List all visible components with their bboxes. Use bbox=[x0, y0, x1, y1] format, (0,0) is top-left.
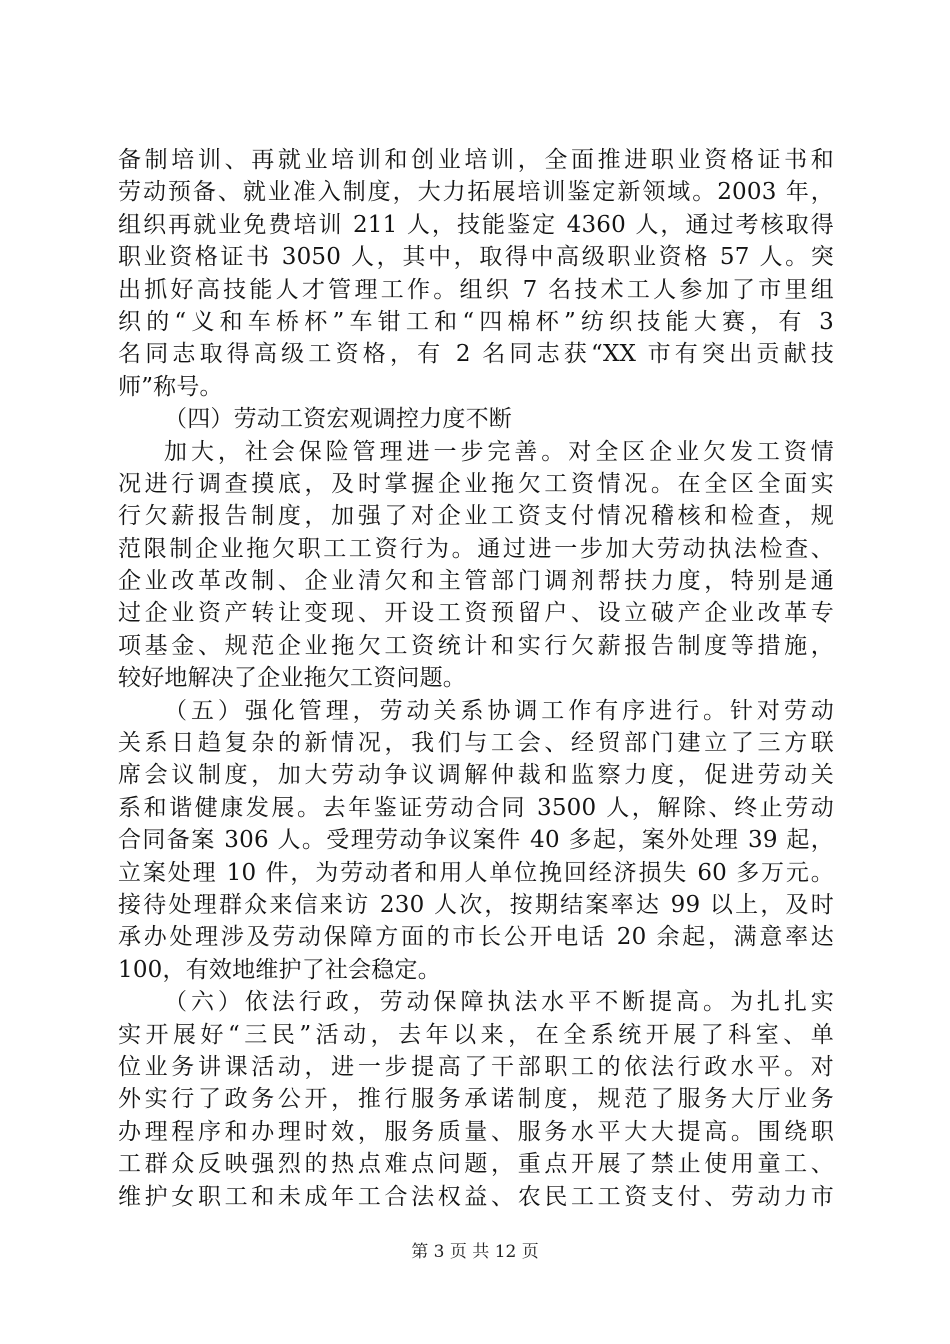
text-line: 况进行调查摸底，及时掌握企业拖欠工资情况。在全区全面实 bbox=[118, 470, 834, 497]
text-line: 备制培训、再就业培训和创业培训，全面推进职业资格证书和 bbox=[118, 147, 834, 173]
text-line: 过企业资产转让变现、开设工资预留户、设立破产企业改革专 bbox=[118, 600, 834, 627]
text-line: 接待处理群众来信来访 230 人次，按期结案率达 99 以上，及时 bbox=[118, 891, 834, 918]
text-line: 100，有效地维护了社会稳定。 bbox=[118, 956, 441, 983]
text-line: 系和谐健康发展。去年鉴证劳动合同 3500 人，解除、终止劳动 bbox=[118, 794, 834, 821]
text-line: 企业改革改制、企业清欠和主管部门调剂帮扶力度，特别是通 bbox=[118, 568, 834, 595]
text-line: 较好地解决了企业拖欠工资问题。 bbox=[118, 665, 466, 692]
text-line: 实开展好“三民”活动，去年以来，在全系统开展了科室、单 bbox=[118, 1021, 834, 1048]
text-line: 行欠薪报告制度，加强了对企业工资支付情况稽核和检查，规 bbox=[118, 503, 834, 530]
text-line: 外实行了政务公开，推行服务承诺制度，规范了服务大厅业务 bbox=[118, 1086, 834, 1113]
text-line: 承办处理涉及劳动保障方面的市长公开电话 20 余起，满意率达 bbox=[118, 924, 834, 951]
text-line: 席会议制度，加大劳动争议调解仲裁和监察力度，促进劳动关 bbox=[118, 762, 834, 789]
text-line: 工群众反映强烈的热点难点问题，重点开展了禁止使用童工、 bbox=[118, 1151, 834, 1178]
text-line: 织的“义和车桥杯”车钳工和“四棉杯”纺织技能大赛，有 3 bbox=[118, 308, 834, 335]
text-line: 出抓好高技能人才管理工作。组织 7 名技术工人参加了市里组 bbox=[118, 276, 834, 303]
text-line: （五）强化管理，劳动关系协调工作有序进行。针对劳动 bbox=[164, 697, 834, 724]
text-line: 组织再就业免费培训 211 人，技能鉴定 4360 人，通过考核取得 bbox=[118, 211, 834, 238]
text-line: 立案处理 10 件，为劳动者和用人单位挽回经济损失 60 多万元。 bbox=[118, 859, 834, 886]
document-body bbox=[118, 144, 834, 1213]
text-line: 劳动预备、就业准入制度，大力拓展培训鉴定新领域。2003 年， bbox=[118, 179, 834, 206]
text-line: 师”称号。 bbox=[118, 373, 223, 400]
text-line: 合同备案 306 人。受理劳动争议案件 40 多起，案外处理 39 起， bbox=[118, 827, 834, 854]
text-line: 加大，社会保险管理进一步完善。对全区企业欠发工资情 bbox=[164, 438, 834, 465]
text-line: 名同志取得高级工资格，有 2 名同志获“XX 市有突出贡献技 bbox=[118, 341, 834, 368]
text-line: 关系日趋复杂的新情况，我们与工会、经贸部门建立了三方联 bbox=[118, 730, 834, 757]
page-number-footer: 第 3 页 共 12 页 bbox=[411, 1242, 539, 1262]
section-heading: （四）劳动工资宏观调控力度不断 bbox=[164, 406, 512, 433]
text-line: 维护女职工和未成年工合法权益、农民工工资支付、劳动力市 bbox=[118, 1183, 834, 1210]
text-line: 职业资格证书 3050 人，其中，取得中高级职业资格 57 人。突 bbox=[118, 244, 834, 271]
text-line: （六）依法行政，劳动保障执法水平不断提高。为扎扎实 bbox=[164, 989, 834, 1016]
text-line: 位业务讲课活动，进一步提高了干部职工的依法行政水平。对 bbox=[118, 1053, 834, 1080]
text-line: 范限制企业拖欠职工工资行为。通过进一步加大劳动执法检查、 bbox=[118, 535, 834, 562]
text-line: 办理程序和办理时效，服务质量、服务水平大大提高。围绕职 bbox=[118, 1118, 834, 1145]
text-line: 项基金、规范企业拖欠工资统计和实行欠薪报告制度等措施， bbox=[118, 632, 834, 659]
